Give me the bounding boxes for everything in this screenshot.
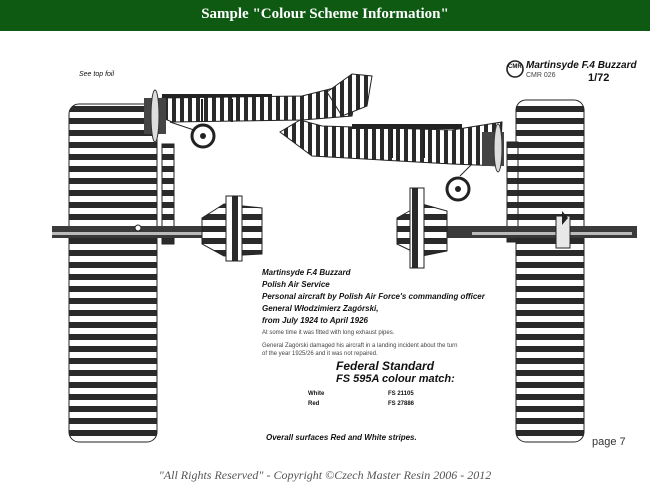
- top-view-left: [52, 104, 262, 442]
- aircraft-desc-3: from July 1924 to April 1926: [262, 316, 368, 325]
- note-damage-1: General Zagórski damaged his aircraft in a landing incident about the turn: [262, 343, 458, 349]
- aircraft-drawings: [52, 46, 642, 456]
- page-title: Sample "Colour Scheme Information": [201, 6, 449, 22]
- header-bar: [0, 0, 650, 31]
- page-number: page 7: [592, 436, 626, 448]
- federal-standard-title: Federal Standard: [336, 359, 435, 373]
- model-name: Martinsyde F.4 Buzzard: [526, 60, 637, 71]
- scale-label: 1/72: [588, 72, 610, 84]
- side-view-lower: [280, 120, 504, 200]
- overall-surfaces-note: Overall surfaces Red and White stripes.: [266, 433, 417, 442]
- brand-logo-text: CMR: [508, 64, 522, 70]
- aircraft-desc-2: General Włodzimierz Zagórski,: [262, 304, 379, 313]
- note-exhaust: At some time it was fitted with long exhaust pipes.: [262, 330, 395, 336]
- aircraft-service: Polish Air Service: [262, 280, 330, 289]
- colour-row-red-color: Red: [308, 401, 320, 407]
- colour-row-red-code: FS 27886: [388, 401, 415, 407]
- colour-row-white-color: White: [308, 391, 325, 397]
- catalog-code: CMR 026: [526, 72, 556, 79]
- copyright-footer: "All Rights Reserved" - Copyright ©Czech Master Resin 2006 - 2012: [158, 468, 492, 482]
- note-damage-2: of the year 1925/26 and it was not repaired.: [262, 351, 378, 357]
- colour-scheme-sheet: [52, 46, 642, 456]
- aircraft-name: Martinsyde F.4 Buzzard: [262, 268, 351, 277]
- aircraft-desc-1: Personal aircraft by Polish Air Force's commanding officer: [262, 292, 485, 301]
- colour-row-white-code: FS 21105: [388, 391, 414, 397]
- federal-standard-subtitle: FS 595A colour match:: [336, 373, 455, 385]
- view-label: See top foil: [79, 71, 115, 78]
